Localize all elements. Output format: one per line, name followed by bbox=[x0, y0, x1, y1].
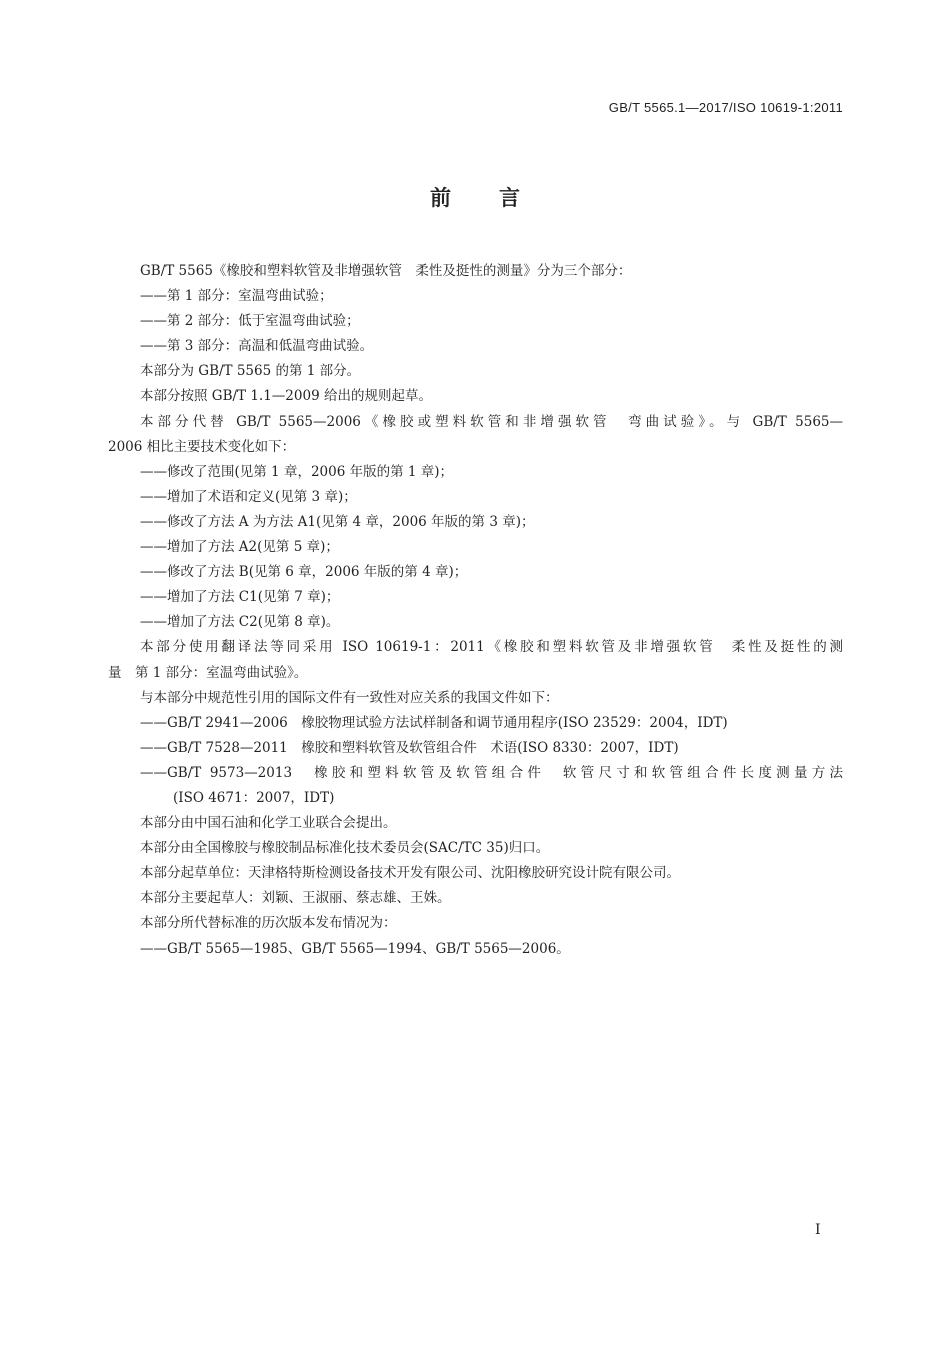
text-line: ——GB/T 5565—1985、GB/T 5565—1994、GB/T 5565—2006。 bbox=[140, 940, 570, 957]
text-line: ——第 3 部分：高温和低温弯曲试验。 bbox=[140, 338, 374, 355]
text-line: ——修改了范围(见第 1 章，2006 年版的第 1 章)； bbox=[140, 463, 454, 480]
text-line: ——第 1 部分：室温弯曲试验； bbox=[140, 288, 333, 305]
text-line: GB/T 5565《橡胶和塑料软管及非增强软管 柔性及挺性的测量》分为三个部分： bbox=[140, 263, 632, 279]
text-line: 2006 相比主要技术变化如下： bbox=[108, 438, 296, 455]
text-line: 本部分使用翻译法等同采用 ISO 10619-1：2011《橡胶和塑料软管及非增强软管 柔性及挺性的测 bbox=[140, 639, 843, 656]
text-line: 本部分由中国石油和化学工业联合会提出。 bbox=[140, 815, 397, 832]
text-line: ——GB/T 7528—2011 橡胶和塑料软管及软管组合件 术语(ISO 8330：2007，IDT) bbox=[140, 739, 679, 756]
text-line: ——GB/T 9573—2013 橡胶和塑料软管及软管组合件 软管尺寸和软管组合件长度测量方法 bbox=[140, 764, 843, 781]
text-line: ——GB/T 2941—2006 橡胶物理试验方法试样制备和调节通用程序(ISO 23529：2004，IDT) bbox=[140, 714, 728, 731]
standard-number-header: GB/T 5565.1—2017/ISO 10619-1:2011 bbox=[608, 100, 843, 115]
text-line: 本部分起草单位：天津格特斯检测设备技术开发有限公司、沈阳橡胶研究设计院有限公司。 bbox=[140, 865, 680, 882]
text-line: 本部分由全国橡胶与橡胶制品标准化技术委员会(SAC/TC 35)归口。 bbox=[140, 840, 550, 857]
text-line: (ISO 4671：2007，IDT) bbox=[173, 789, 335, 806]
text-line: ——增加了术语和定义(见第 3 章)； bbox=[140, 488, 357, 505]
page-number: I bbox=[815, 1222, 821, 1238]
text-line: ——增加了方法 A2(见第 5 章)； bbox=[140, 539, 339, 556]
text-line: 本部分按照 GB/T 1.1—2009 给出的规则起草。 bbox=[140, 388, 432, 405]
text-line: 本部分所代替标准的历次版本发布情况为： bbox=[140, 915, 397, 932]
text-line: ——修改了方法 A 为方法 A1(见第 4 章，2006 年版的第 3 章)； bbox=[140, 513, 535, 530]
text-line: ——增加了方法 C2(见第 8 章)。 bbox=[140, 614, 340, 631]
text-line: 本部分主要起草人：刘颖、王淑丽、蔡志雄、王姝。 bbox=[140, 890, 451, 907]
text-line: 本部分代替 GB/T 5565—2006《橡胶或塑料软管和非增强软管 弯曲试验》。与 GB/T 5565— bbox=[140, 413, 843, 430]
text-line: 与本部分中规范性引用的国际文件有一致性对应关系的我国文件如下： bbox=[140, 689, 559, 706]
text-line: ——修改了方法 B(见第 6 章，2006 年版的第 4 章)； bbox=[140, 564, 468, 581]
text-line: ——第 2 部分：低于室温弯曲试验； bbox=[140, 313, 360, 330]
text-line: ——增加了方法 C1(见第 7 章)； bbox=[140, 589, 340, 606]
page-title: 前言 bbox=[430, 186, 568, 210]
foreword-body bbox=[108, 259, 843, 962]
text-line: 本部分为 GB/T 5565 的第 1 部分。 bbox=[140, 363, 361, 380]
text-line: 量 第 1 部分：室温弯曲试验》。 bbox=[108, 664, 308, 681]
